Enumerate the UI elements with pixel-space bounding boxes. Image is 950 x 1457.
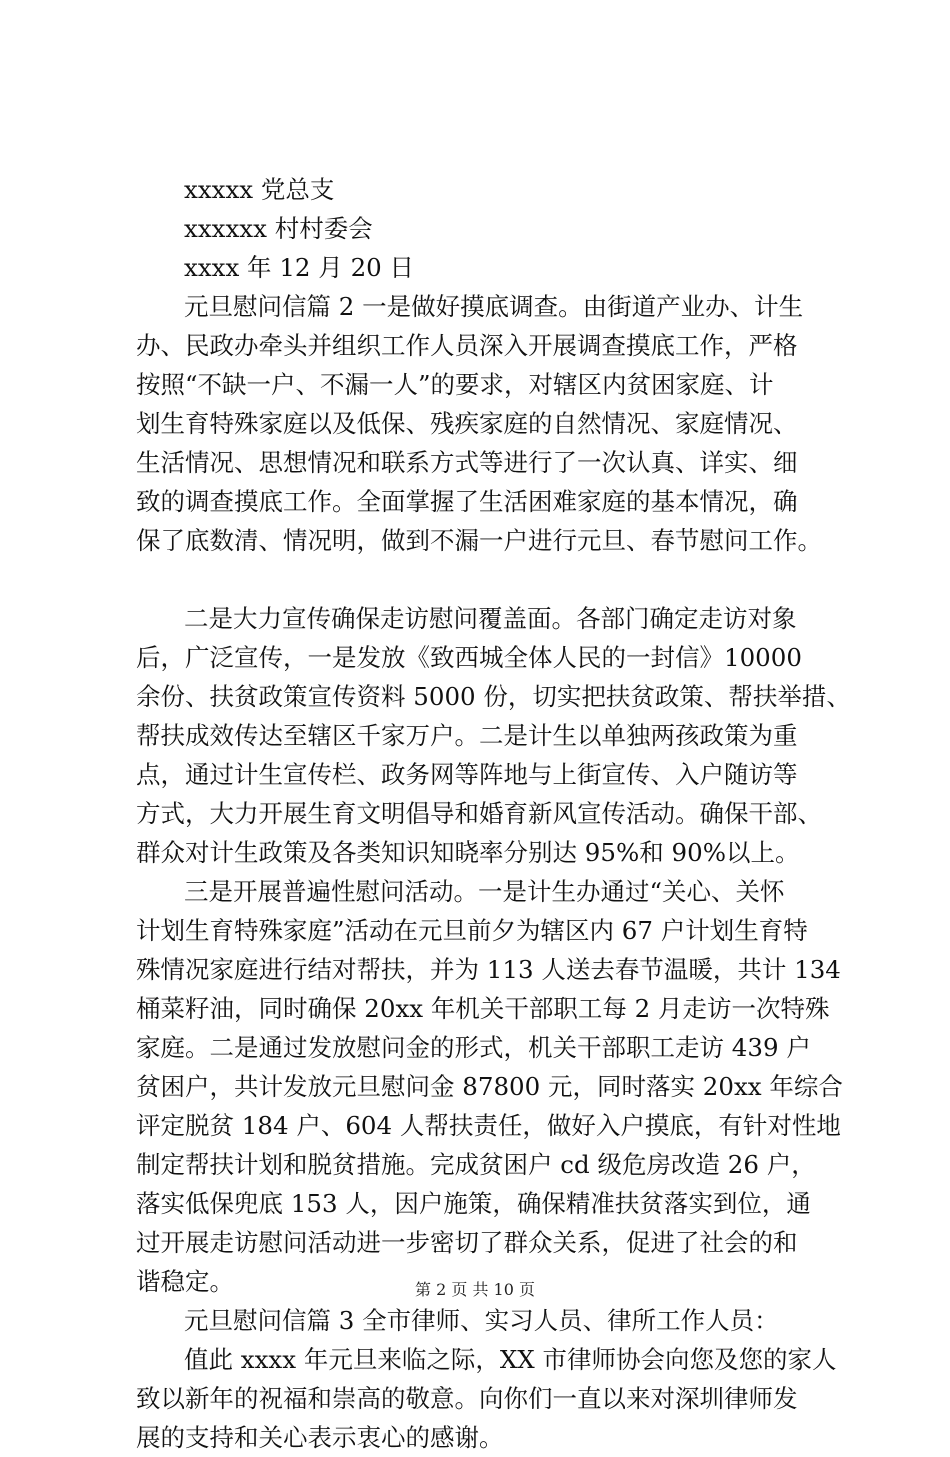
paragraph-line: 办、民政办牵头并组织工作人员深入开展调查摸底工作，严格 (136, 331, 798, 360)
paragraph-salutation (136, 1301, 846, 1340)
paragraph-line: 制定帮扶计划和脱贫措施。完成贫困户 cd 级危房改造 26 户， (136, 1150, 816, 1179)
paragraph-line: 二是大力宣传确保走访慰问覆盖面。各部门确定走访对象 (184, 604, 797, 633)
paragraph-line: 保了底数清、情况明，做到不漏一户进行元旦、春节慰问工作。 (136, 526, 822, 555)
paragraph-line: 展的支持和关心表示衷心的感谢。 (136, 1423, 504, 1452)
paragraph-line: 生活情况、思想情况和联系方式等进行了一次认真、详实、细 (136, 448, 798, 477)
paragraph-survey (136, 287, 846, 560)
paragraph-line: 点，通过计生宣传栏、政务网等阵地与上街宣传、入户随访等 (136, 760, 798, 789)
paragraph-line: 过开展走访慰问活动进一步密切了群众关系，促进了社会的和 (136, 1228, 798, 1257)
document-body (136, 170, 851, 1457)
paragraph-line: 余份、扶贫政策宣传资料 5000 份，切实把扶贫政策、帮扶举措、 (136, 682, 851, 711)
signature-date: xxxx 年 12 月 20 日 (184, 253, 415, 282)
paragraph-line: 桶菜籽油，同时确保 20xx 年机关干部职工每 2 月走访一次特殊 (136, 994, 830, 1023)
paragraph-publicity (136, 599, 851, 872)
paragraph-line: 划生育特殊家庭以及低保、残疾家庭的自然情况、家庭情况、 (136, 409, 798, 438)
paragraph-visits (136, 872, 846, 1301)
paragraph-line: 方式，大力开展生育文明倡导和婚育新风宣传活动。确保干部、 (136, 799, 822, 828)
paragraph-greeting (136, 1340, 846, 1457)
paragraph-line: 元旦慰问信篇 2 一是做好摸底调查。由街道产业办、计生 (184, 292, 804, 321)
paragraph-line: 评定脱贫 184 户、604 人帮扶责任，做好入户摸底，有针对性地 (136, 1111, 841, 1140)
paragraph-line: 按照“不缺一户、不漏一人”的要求，对辖区内贫困家庭、计 (136, 370, 774, 399)
paragraph-line: 致以新年的祝福和崇高的敬意。向你们一直以来对深圳律师发 (136, 1384, 798, 1413)
paragraph-line: 值此 xxxx 年元旦来临之际，XX 市律师协会向您及您的家人 (184, 1345, 837, 1374)
page-footer: 第 2 页 共 10 页 (415, 1280, 535, 1299)
paragraph-line: 殊情况家庭进行结对帮扶，并为 113 人送去春节温暖，共计 134 (136, 955, 841, 984)
signature-party-branch: xxxxx 党总支 (184, 175, 335, 204)
paragraph-line: 三是开展普遍性慰问活动。一是计生办通过“关心、关怀 (184, 877, 785, 906)
paragraph-line: 元旦慰问信篇 3 全市律师、实习人员、律所工作人员： (184, 1306, 779, 1335)
paragraph-line: 帮扶成效传达至辖区千家万户。二是计生以单独两孩政策为重 (136, 721, 798, 750)
paragraph-line: 后，广泛宣传，一是发放《致西城全体人民的一封信》10000 (136, 643, 802, 672)
paragraph-spacer (136, 560, 846, 599)
paragraph-line: 家庭。二是通过发放慰问金的形式，机关干部职工走访 439 户 (136, 1033, 811, 1062)
paragraph-line: 群众对计生政策及各类知识知晓率分别达 95%和 90%以上。 (136, 838, 800, 867)
paragraph-line: 计划生育特殊家庭”活动在元旦前夕为辖区内 67 户计划生育特 (136, 916, 808, 945)
paragraph-line: 贫困户，共计发放元旦慰问金 87800 元，同时落实 20xx 年综合 (136, 1072, 843, 1101)
paragraph-line: 谐稳定。 (136, 1267, 234, 1296)
signature-village-committee: xxxxxx 村村委会 (184, 214, 373, 243)
paragraph-line: 致的调查摸底工作。全面掌握了生活困难家庭的基本情况，确 (136, 487, 798, 516)
paragraph-line: 落实低保兜底 153 人，因户施策，确保精准扶贫落实到位，通 (136, 1189, 811, 1218)
